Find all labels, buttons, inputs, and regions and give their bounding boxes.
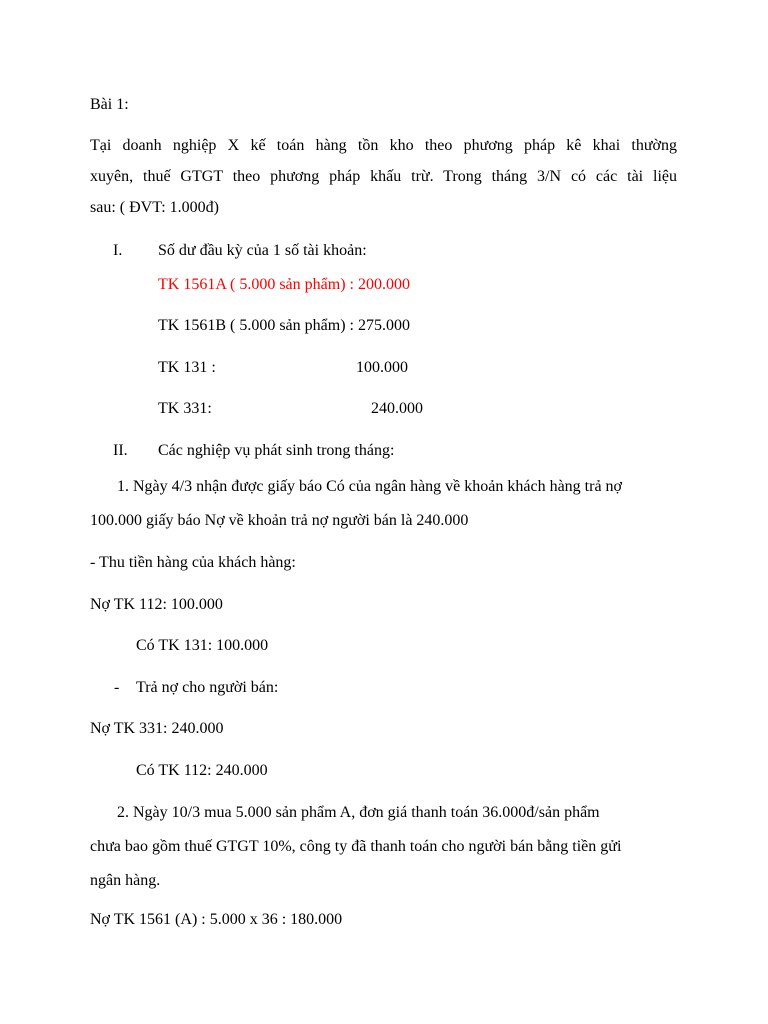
tx2-debit: Nợ TK 1561 (A) : 5.000 x 36 : 180.000 bbox=[90, 911, 343, 928]
exercise-title: Bài 1: bbox=[90, 96, 129, 113]
tx2-line-3: ngân hàng. bbox=[90, 872, 161, 889]
balance-tk-1561b: TK 1561B ( 5.000 sản phẩm) : 275.000 bbox=[158, 317, 410, 334]
section-2-numeral: II. bbox=[113, 442, 128, 459]
balance-tk-131-label: TK 131 : bbox=[158, 359, 216, 376]
tx1-sub2-credit: Có TK 112: 240.000 bbox=[136, 762, 268, 779]
balance-tk-331-value: 240.000 bbox=[371, 400, 423, 417]
balance-tk-131-value: 100.000 bbox=[356, 359, 408, 376]
tx1-sub2-dash: - bbox=[114, 679, 120, 696]
tx1-line-1: 1. Ngày 4/3 nhận được giấy báo Có của ngân hàng về khoản khách hàng trả nợ bbox=[117, 478, 623, 495]
tx1-sub1-debit: Nợ TK 112: 100.000 bbox=[90, 596, 223, 613]
tx2-line-2: chưa bao gồm thuế GTGT 10%, công ty đã thanh toán cho người bán bằng tiền gửi bbox=[90, 838, 622, 855]
tx1-sub2-title: Trả nợ cho người bán: bbox=[136, 679, 279, 696]
intro-line-3: sau: ( ĐVT: 1.000đ) bbox=[90, 199, 219, 216]
tx1-sub2-debit: Nợ TK 331: 240.000 bbox=[90, 720, 224, 737]
balance-tk-331-label: TK 331: bbox=[158, 400, 212, 417]
section-1-heading: Số dư đầu kỳ của 1 số tài khoản: bbox=[158, 242, 367, 259]
section-1-numeral: I. bbox=[113, 242, 123, 259]
tx1-line-2: 100.000 giấy báo Nợ về khoản trả nợ người bán là 240.000 bbox=[90, 512, 469, 529]
intro-line-1: Tại doanh nghiệp X kế toán hàng tồn kho theo phương pháp kê khai thường bbox=[90, 137, 677, 154]
balance-tk-1561a: TK 1561A ( 5.000 sản phẩm) : 200.000 bbox=[158, 276, 410, 293]
section-2-heading: Các nghiệp vụ phát sinh trong tháng: bbox=[158, 442, 395, 459]
tx1-sub1-title: - Thu tiền hàng của khách hàng: bbox=[90, 554, 296, 571]
tx1-sub1-credit: Có TK 131: 100.000 bbox=[136, 637, 269, 654]
tx2-line-1: 2. Ngày 10/3 mua 5.000 sản phẩm A, đơn giá thanh toán 36.000đ/sản phẩm bbox=[117, 804, 600, 821]
intro-line-2: xuyên, thuế GTGT theo phương pháp khấu trừ. Trong tháng 3/N có các tài liệu bbox=[90, 168, 677, 185]
